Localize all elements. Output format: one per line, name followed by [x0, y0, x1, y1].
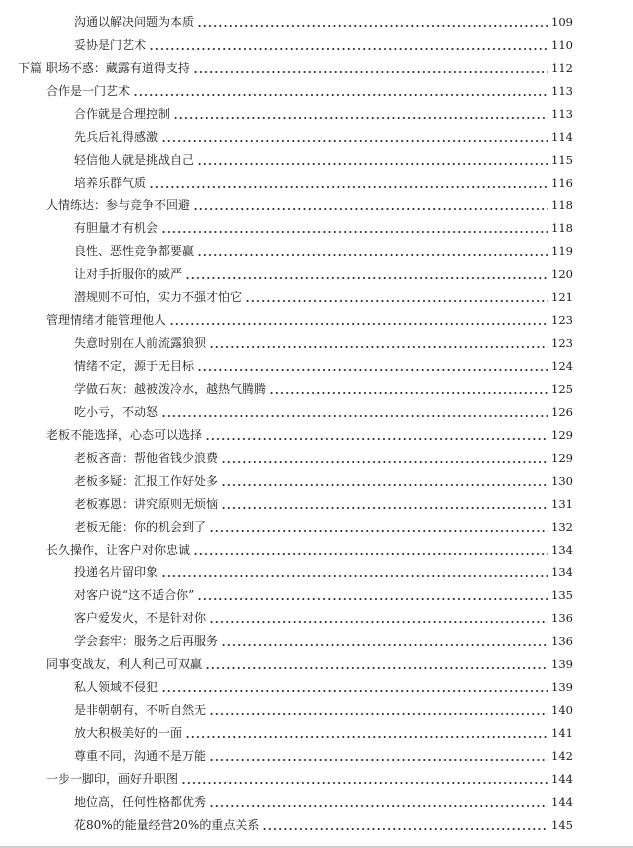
toc-entry-title: 让对手折服你的威严 — [74, 267, 183, 282]
toc-section-entry[interactable] — [0, 401, 633, 424]
dot-leader — [149, 186, 548, 188]
dot-leader — [173, 117, 548, 119]
toc-page-number: 131 — [551, 496, 573, 511]
toc-page-number: 141 — [551, 726, 573, 741]
toc-entry-title: 投递名片留印象 — [74, 565, 159, 580]
toc-entry-title: 沟通以解决问题为本质 — [74, 14, 195, 29]
dot-leader — [197, 369, 548, 371]
dot-leader — [245, 300, 548, 302]
toc-entry-title: 合作是一门艺术 — [46, 83, 131, 98]
toc-page-number: 112 — [551, 60, 573, 75]
table-of-contents — [0, 11, 633, 837]
dot-leader — [209, 713, 548, 715]
toc-entry-title: 老板吝啬：帮他省钱少浪费 — [74, 450, 219, 465]
toc-section-entry[interactable] — [0, 240, 633, 263]
toc-page-number: 121 — [551, 290, 573, 305]
toc-page-number: 125 — [551, 381, 573, 396]
toc-entry-title: 尊重不同，沟通不是万能 — [74, 748, 207, 763]
dot-leader — [161, 231, 548, 233]
toc-section-entry[interactable] — [0, 630, 633, 653]
toc-entry-title: 老板无能：你的机会到了 — [74, 519, 207, 534]
toc-section-entry[interactable] — [0, 34, 633, 57]
toc-section-entry[interactable] — [0, 378, 633, 401]
dot-leader — [197, 25, 548, 27]
dot-leader — [205, 667, 548, 669]
dot-leader — [193, 71, 548, 73]
toc-entry-title: 学做石灰：越被泼冷水，越热气腾腾 — [74, 381, 267, 396]
toc-page-number: 123 — [551, 336, 573, 351]
toc-page-number: 115 — [551, 152, 573, 167]
dot-leader — [209, 759, 548, 761]
toc-page-number: 134 — [551, 565, 573, 580]
toc-page-number: 130 — [551, 473, 573, 488]
toc-entry-title: 吃小亏，不动怒 — [74, 404, 159, 419]
dot-leader — [185, 277, 548, 279]
toc-page-number: 142 — [551, 748, 573, 763]
toc-entry-title: 潜规则不可怕，实力不强才怕它 — [74, 290, 243, 305]
toc-entry-title: 老板多疑：汇报工作好处多 — [74, 473, 219, 488]
dot-leader — [161, 140, 548, 142]
toc-page-number: 135 — [551, 588, 573, 603]
dot-leader — [197, 598, 548, 600]
dot-leader — [197, 163, 548, 165]
toc-entry-title: 人情练达：参与竞争不回避 — [46, 198, 191, 213]
dot-leader — [209, 805, 548, 807]
toc-section-entry[interactable] — [0, 286, 633, 309]
toc-section-entry[interactable] — [0, 516, 633, 539]
toc-entry-title: 一步一脚印，画好升职图 — [46, 771, 179, 786]
toc-entry-title: 客户爱发火，不是针对你 — [74, 611, 207, 626]
dot-leader — [133, 94, 548, 96]
toc-entry-title: 老板寡恩：讲究原则无烦恼 — [74, 496, 219, 511]
dot-leader — [262, 828, 548, 830]
toc-page-number: 129 — [551, 427, 573, 442]
toc-entry-title: 情绪不定，源于无目标 — [74, 359, 195, 374]
toc-page-number: 145 — [551, 817, 573, 832]
toc-page-number: 116 — [551, 175, 573, 190]
toc-page-number: 118 — [551, 198, 573, 213]
dot-leader — [221, 507, 548, 509]
dot-leader — [221, 644, 548, 646]
toc-entry-title: 合作就是合理控制 — [74, 106, 171, 121]
toc-section-entry[interactable] — [0, 470, 633, 493]
toc-section-entry[interactable] — [0, 447, 633, 470]
toc-section-entry[interactable] — [0, 332, 633, 355]
toc-section-entry[interactable] — [0, 562, 633, 585]
toc-section-entry[interactable] — [0, 149, 633, 172]
toc-entry-title: 妥协是门艺术 — [74, 37, 147, 52]
toc-chapter-entry[interactable] — [0, 424, 633, 447]
toc-entry-title: 先兵后礼得感激 — [74, 129, 159, 144]
toc-section-entry[interactable] — [0, 814, 633, 837]
toc-page-number: 126 — [551, 404, 573, 419]
toc-section-entry[interactable] — [0, 722, 633, 745]
toc-page-number: 109 — [551, 14, 573, 29]
toc-page-number: 110 — [551, 37, 573, 52]
toc-entry-title: 私人领域不侵犯 — [74, 680, 159, 695]
toc-page-number: 144 — [551, 794, 573, 809]
toc-entry-title: 是非朝朝有，不听自然无 — [74, 703, 207, 718]
toc-page-number: 113 — [551, 106, 573, 121]
toc-page-number: 114 — [551, 129, 573, 144]
toc-entry-title: 学会套牢：服务之后再服务 — [74, 634, 219, 649]
toc-entry-title: 同事变战友，利人利己可双赢 — [46, 657, 203, 672]
dot-leader — [221, 484, 548, 486]
toc-chapter-entry[interactable] — [0, 80, 633, 103]
toc-section-entry[interactable] — [0, 217, 633, 240]
toc-page-number: 139 — [551, 680, 573, 695]
toc-page-number: 136 — [551, 634, 573, 649]
toc-page-number: 144 — [551, 771, 573, 786]
toc-entry-title: 对客户说“这不适合你” — [74, 588, 195, 603]
dot-leader — [161, 690, 548, 692]
toc-section-entry[interactable] — [0, 103, 633, 126]
dot-leader — [197, 254, 548, 256]
toc-chapter-entry[interactable] — [0, 195, 633, 218]
dot-leader — [185, 736, 548, 738]
dot-leader — [205, 438, 548, 440]
toc-page-number: 118 — [551, 221, 573, 236]
dot-leader — [209, 346, 548, 348]
toc-entry-title: 培养乐群气质 — [74, 175, 147, 190]
toc-section-entry[interactable] — [0, 745, 633, 768]
toc-chapter-entry[interactable] — [0, 309, 633, 332]
toc-entry-title: 花80%的能量经营20%的重点关系 — [74, 817, 260, 832]
toc-page-number: 140 — [551, 703, 573, 718]
toc-chapter-entry[interactable] — [0, 653, 633, 676]
toc-section-entry[interactable] — [0, 126, 633, 149]
dot-leader — [209, 621, 548, 623]
dot-leader — [181, 782, 548, 784]
toc-entry-title: 轻信他人就是挑战自己 — [74, 152, 195, 167]
dot-leader — [169, 323, 548, 325]
toc-section-entry[interactable] — [0, 699, 633, 722]
dot-leader — [221, 461, 548, 463]
toc-page-number: 113 — [551, 83, 573, 98]
toc-page-number: 136 — [551, 611, 573, 626]
dot-leader — [209, 530, 548, 532]
toc-entry-title: 地位高，任何性格都优秀 — [74, 794, 207, 809]
toc-part-heading[interactable] — [0, 57, 633, 80]
toc-entry-title: 失意时别在人前流露狼狈 — [74, 336, 207, 351]
toc-page-number: 120 — [551, 267, 573, 282]
toc-section-entry[interactable] — [0, 355, 633, 378]
toc-chapter-entry[interactable] — [0, 539, 633, 562]
toc-section-entry[interactable] — [0, 584, 633, 607]
toc-section-entry[interactable] — [0, 263, 633, 286]
toc-page-number: 132 — [551, 519, 573, 534]
toc-section-entry[interactable] — [0, 607, 633, 630]
toc-section-entry[interactable] — [0, 493, 633, 516]
dot-leader — [161, 415, 548, 417]
toc-page-number: 134 — [551, 542, 573, 557]
toc-section-entry[interactable] — [0, 791, 633, 814]
toc-entry-title: 放大积极美好的一面 — [74, 726, 183, 741]
toc-section-entry[interactable] — [0, 676, 633, 699]
toc-chapter-entry[interactable] — [0, 768, 633, 791]
toc-entry-title: 良性、恶性竞争都要赢 — [74, 244, 195, 259]
toc-page-number: 124 — [551, 359, 573, 374]
toc-section-entry[interactable] — [0, 172, 633, 195]
dot-leader — [193, 553, 548, 555]
toc-entry-title: 管理情绪才能管理他人 — [46, 313, 167, 328]
toc-entry-title: 下篇 职场不惑：藏露有道得支持 — [18, 60, 190, 75]
dot-leader — [149, 48, 548, 50]
toc-entry-title: 有胆量才有机会 — [74, 221, 159, 236]
toc-page-number: 123 — [551, 313, 573, 328]
dot-leader — [193, 208, 548, 210]
dot-leader — [161, 575, 548, 577]
dot-leader — [269, 392, 548, 394]
toc-page-number: 139 — [551, 657, 573, 672]
toc-page-number: 119 — [551, 244, 573, 259]
toc-page-number: 129 — [551, 450, 573, 465]
toc-section-entry[interactable] — [0, 11, 633, 34]
toc-entry-title: 老板不能选择，心态可以选择 — [46, 427, 203, 442]
toc-entry-title: 长久操作，让客户对你忠诚 — [46, 542, 191, 557]
